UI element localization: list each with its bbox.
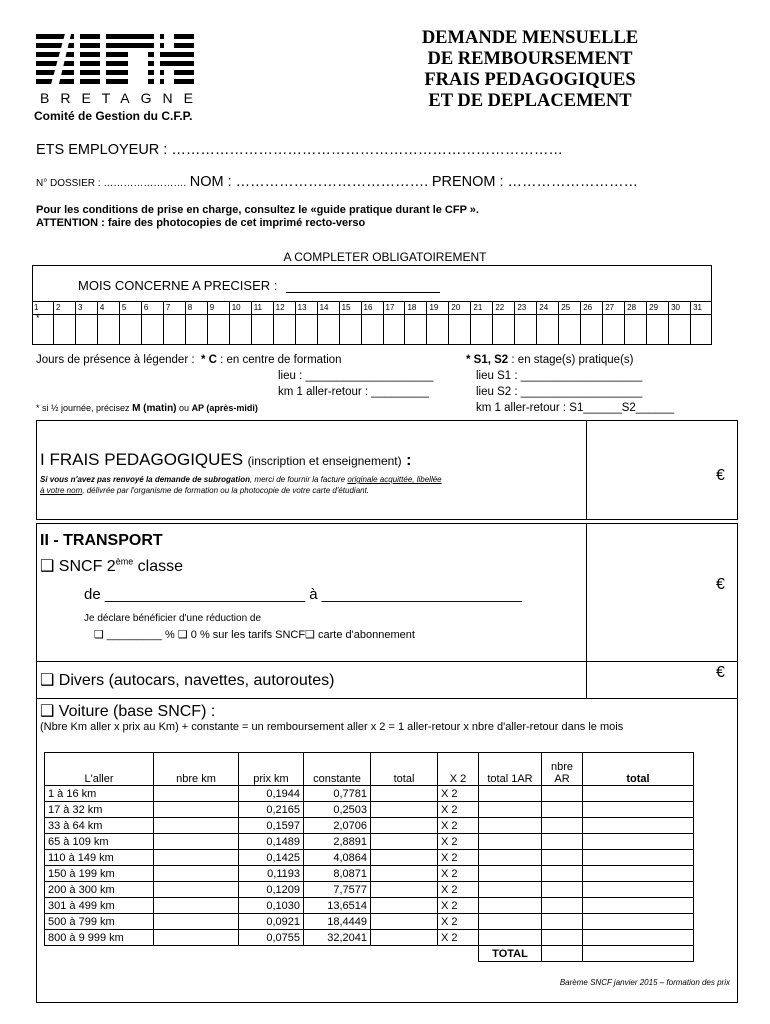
table-cell: X 2 [438, 802, 479, 818]
day-number: 30 [669, 302, 690, 315]
table-cell[interactable] [542, 866, 583, 882]
legend-intro [36, 353, 342, 367]
table-row [45, 818, 694, 834]
section1-subtitle: (inscription et enseignement) [247, 454, 402, 468]
day-cell[interactable] [98, 302, 120, 345]
table-cell: 65 à 109 km [45, 834, 154, 850]
divers-separator [36, 661, 738, 662]
committee-label: Comité de Gestion du C.F.P. [34, 109, 193, 123]
table-cell[interactable] [371, 882, 438, 898]
day-number: 28 [625, 302, 646, 315]
table-cell [371, 946, 438, 962]
table-cell[interactable] [583, 946, 694, 962]
region-label: BRETAGNE [40, 90, 204, 106]
day-number: 10 [230, 302, 251, 315]
voiture-separator [36, 698, 738, 699]
section2-divider [586, 523, 587, 698]
col-header: L'aller [45, 753, 154, 786]
day-cell[interactable] [54, 302, 76, 345]
voiture-option[interactable]: ❑ Voiture (base SNCF) : [40, 703, 216, 720]
day-cell[interactable] [120, 302, 142, 345]
col-header: total 1AR [479, 753, 542, 786]
half-day-prefix: * si ½ journée, précisez [36, 403, 130, 413]
table-cell: X 2 [438, 882, 479, 898]
table-cell[interactable] [583, 914, 694, 930]
table-cell[interactable] [583, 882, 694, 898]
day-cell[interactable] [581, 302, 603, 345]
sncf-suffix: classe [133, 558, 184, 575]
table-cell [239, 946, 304, 962]
day-cell[interactable] [76, 302, 98, 345]
table-cell: 150 à 199 km [45, 866, 154, 882]
table-cell[interactable] [479, 898, 542, 914]
note-underline: à votre nom [40, 486, 83, 495]
table-row [45, 786, 694, 802]
voiture-formula: (Nbre Km aller x prix au Km) + constante = un remboursement aller x 2 = 1 aller-retour x nbre d'aller-retour dans le mois [40, 721, 624, 733]
table-cell[interactable] [583, 786, 694, 802]
table-cell[interactable] [542, 914, 583, 930]
day-number: 19 [427, 302, 448, 315]
day-cell[interactable] [647, 302, 669, 345]
table-cell: 0,1193 [239, 866, 304, 882]
table-header-row [45, 753, 694, 786]
section1-colon: : [406, 452, 412, 469]
day-cell[interactable] [515, 302, 537, 345]
table-cell[interactable] [479, 818, 542, 834]
table-row [45, 850, 694, 866]
table-cell[interactable] [154, 930, 239, 946]
table-cell: 0,1489 [239, 834, 304, 850]
table-row [45, 930, 694, 946]
table-cell: X 2 [438, 898, 479, 914]
table-cell[interactable] [583, 866, 694, 882]
day-number: 4 [98, 302, 119, 315]
table-cell[interactable] [371, 930, 438, 946]
table-cell[interactable] [542, 850, 583, 866]
table-cell[interactable] [371, 802, 438, 818]
note-underline: originale acquittée, libellée [347, 475, 442, 484]
euro-sign: € [716, 664, 725, 681]
half-day-m: M (matin) [132, 403, 177, 414]
sncf-sup: ème [115, 556, 134, 567]
note-part: , merci de fournir la facture [249, 475, 348, 484]
day-number: 22 [493, 302, 514, 315]
table-cell[interactable] [154, 834, 239, 850]
table-cell[interactable] [371, 834, 438, 850]
legend-c-text: : en centre de formation [220, 354, 342, 366]
table-cell[interactable] [154, 898, 239, 914]
table-cell: X 2 [438, 930, 479, 946]
table-cell: 2,0706 [304, 818, 371, 834]
day-number: 14 [318, 302, 339, 315]
day-number: 9 [208, 302, 229, 315]
day-number: 7 [164, 302, 185, 315]
day-cell[interactable] [186, 302, 208, 345]
title-line: DEMANDE MENSUELLE [421, 28, 639, 48]
day-number: 16 [362, 302, 383, 315]
table-cell[interactable] [583, 834, 694, 850]
table-cell [45, 946, 154, 962]
legend-km-s[interactable]: km 1 aller-retour : S1______S2______ [476, 402, 675, 414]
table-cell[interactable] [371, 850, 438, 866]
euro-sign: € [716, 467, 725, 484]
day-number: 2 [54, 302, 75, 315]
reduction-options[interactable]: ❑ _________ % ❑ 0 % sur les tarifs SNCF❑ carte d'abonnement [94, 629, 415, 641]
legend-lieu-s2[interactable]: lieu S2 : ___________________ [476, 386, 643, 398]
day-number: 20 [449, 302, 470, 315]
table-cell [438, 946, 479, 962]
table-cell[interactable] [154, 882, 239, 898]
anfh-logo [36, 30, 194, 88]
table-cell[interactable] [583, 818, 694, 834]
day-cell[interactable] [208, 302, 230, 345]
table-cell[interactable] [542, 930, 583, 946]
day-number: 26 [581, 302, 602, 315]
section1-heading [40, 450, 411, 470]
day-number: 12 [274, 302, 295, 315]
table-cell: 500 à 799 km [45, 914, 154, 930]
day-cell[interactable] [625, 302, 647, 345]
day-number: 8 [186, 302, 207, 315]
table-cell[interactable] [479, 802, 542, 818]
table-cell: X 2 [438, 850, 479, 866]
col-header: nbre km [154, 753, 239, 786]
day-grid [32, 301, 712, 345]
table-cell[interactable] [479, 850, 542, 866]
table-cell[interactable] [479, 882, 542, 898]
table-cell[interactable] [542, 818, 583, 834]
form-title [380, 28, 680, 112]
table-cell[interactable] [479, 786, 542, 802]
col-header: X 2 [438, 753, 479, 786]
table-cell: X 2 [438, 786, 479, 802]
day-number: 23 [515, 302, 536, 315]
total-label: TOTAL [479, 946, 542, 962]
day-number: 6 [142, 302, 163, 315]
mandatory-heading: A COMPLETER OBLIGATOIREMENT [283, 250, 487, 264]
day-cell[interactable] [493, 302, 515, 345]
table-cell[interactable] [154, 802, 239, 818]
table-cell: 8,0871 [304, 866, 371, 882]
day-cell[interactable] [691, 302, 712, 345]
table-cell[interactable] [154, 786, 239, 802]
title-line: DE REMBOURSEMENT [427, 49, 633, 69]
col-header: nbre AR [542, 753, 583, 786]
day-cell[interactable] [449, 302, 471, 345]
day-number: 21 [471, 302, 492, 315]
table-cell[interactable] [542, 786, 583, 802]
day-number: 15 [340, 302, 361, 315]
table-cell: 301 à 499 km [45, 898, 154, 914]
table-cell[interactable] [542, 946, 583, 962]
route-field[interactable]: de ________________________ à ________________________ [84, 586, 522, 603]
section2-title: II - TRANSPORT [40, 532, 163, 549]
table-cell: 0,7781 [304, 786, 371, 802]
day-number: 24 [537, 302, 558, 315]
table-cell: 2,8891 [304, 834, 371, 850]
table-cell: X 2 [438, 818, 479, 834]
section-frais-pedagogiques [36, 420, 738, 520]
day-cell[interactable] [384, 302, 406, 345]
section1-divider [586, 420, 587, 520]
table-cell[interactable] [154, 914, 239, 930]
table-row [45, 866, 694, 882]
table-cell: 0,2503 [304, 802, 371, 818]
table-row [45, 914, 694, 930]
table-cell[interactable] [154, 866, 239, 882]
table-cell: 32,2041 [304, 930, 371, 946]
table-cell [154, 946, 239, 962]
table-cell: 0,1425 [239, 850, 304, 866]
table-cell[interactable] [583, 802, 694, 818]
half-day-note [36, 403, 258, 414]
table-cell[interactable] [479, 834, 542, 850]
day-number: 1 [32, 302, 53, 315]
table-cell[interactable] [479, 866, 542, 882]
table-cell: 0,1944 [239, 786, 304, 802]
legend-lieu-s1[interactable]: lieu S1 : ___________________ [476, 370, 643, 382]
month-label: MOIS CONCERNE A PRECISER : [78, 278, 278, 293]
identity-fields [36, 174, 638, 190]
table-cell [304, 946, 371, 962]
day-cell[interactable] [164, 302, 186, 345]
day-number: 3 [76, 302, 97, 315]
attention-line: ATTENTION : faire des photocopies de cet imprimé recto-verso [36, 217, 366, 229]
half-day-ap: AP (après-midi) [191, 403, 258, 413]
legend-intro-text: Jours de présence à légender : [36, 354, 195, 366]
sncf-option[interactable] [40, 556, 183, 576]
day-cell[interactable] [230, 302, 252, 345]
table-row [45, 802, 694, 818]
day-cell[interactable] [340, 302, 362, 345]
month-input[interactable] [286, 292, 440, 293]
table-cell: 33 à 64 km [45, 818, 154, 834]
day-number: 13 [296, 302, 317, 315]
table-cell[interactable] [371, 786, 438, 802]
day-number: 5 [120, 302, 141, 315]
note-bold: Si vous n'avez pas renvoyé la demande de subrogation [40, 475, 250, 484]
table-cell: 1 à 16 km [45, 786, 154, 802]
legend-s-code: * S1, S2 [466, 354, 509, 366]
legend-s [466, 353, 634, 367]
tariff-table [44, 752, 694, 962]
legend-s-text: : en stage(s) pratique(s) [511, 354, 634, 366]
table-cell: 13,6514 [304, 898, 371, 914]
table-cell[interactable] [583, 850, 694, 866]
day-cell[interactable] [274, 302, 296, 345]
table-cell[interactable] [371, 914, 438, 930]
col-header: total [583, 753, 694, 786]
col-header: constante [304, 753, 371, 786]
col-header: total [371, 753, 438, 786]
table-cell[interactable] [542, 882, 583, 898]
day-number: 18 [405, 302, 426, 315]
table-cell: X 2 [438, 866, 479, 882]
table-row [45, 898, 694, 914]
table-cell[interactable] [154, 850, 239, 866]
table-cell[interactable] [583, 898, 694, 914]
day-cell[interactable] [362, 302, 384, 345]
day-cell[interactable] [32, 302, 54, 345]
table-cell: 7,7577 [304, 882, 371, 898]
table-cell: X 2 [438, 914, 479, 930]
day-cell[interactable] [603, 302, 625, 345]
divers-option[interactable]: ❑ Divers (autocars, navettes, autoroutes) [40, 672, 335, 689]
table-cell: 0,1030 [239, 898, 304, 914]
day-cell[interactable] [142, 302, 164, 345]
table-cell: 0,0755 [239, 930, 304, 946]
day-cell[interactable] [427, 302, 449, 345]
table-cell: 0,2165 [239, 802, 304, 818]
table-cell[interactable] [371, 898, 438, 914]
nom-field[interactable]: NOM : …………………………………. [189, 174, 429, 190]
title-line: ET DE DEPLACEMENT [428, 91, 632, 111]
legend-km[interactable]: km 1 aller-retour : _________ [278, 386, 429, 398]
day-cell[interactable] [405, 302, 427, 345]
ets-employeur-field[interactable]: ETS EMPLOYEUR : ……………………………………………………………………… [36, 142, 563, 158]
table-cell: 200 à 300 km [45, 882, 154, 898]
sncf-checkbox[interactable]: ❑ [40, 558, 55, 575]
section1-title: I FRAIS PEDAGOGIQUES [40, 450, 244, 469]
table-cell[interactable] [479, 914, 542, 930]
table-cell: 4,0864 [304, 850, 371, 866]
half-day-ou: ou [179, 403, 190, 413]
day-number: 17 [384, 302, 405, 315]
section1-note [40, 474, 585, 496]
table-cell: 17 à 32 km [45, 802, 154, 818]
euro-sign: € [716, 576, 725, 593]
table-cell: X 2 [438, 834, 479, 850]
conditions-line: Pour les conditions de prise en charge, consultez le «guide pratique durant le CFP ». [36, 204, 479, 216]
note-part: , délivrée par l'organisme de formation ou la photocopie de votre carte d'étudiant. [82, 486, 370, 495]
table-cell[interactable] [371, 866, 438, 882]
day-marker: * [36, 313, 40, 323]
table-row [45, 882, 694, 898]
table-cell[interactable] [154, 818, 239, 834]
table-cell[interactable] [542, 898, 583, 914]
dossier-field[interactable]: N° DOSSIER : ……………………. [36, 178, 187, 189]
day-cell[interactable] [537, 302, 559, 345]
table-cell[interactable] [583, 930, 694, 946]
table-cell: 0,1209 [239, 882, 304, 898]
table-cell[interactable] [479, 930, 542, 946]
prenom-field[interactable]: PRENOM : ……………………… [431, 174, 639, 190]
total-row [45, 946, 694, 962]
table-cell: 18,4449 [304, 914, 371, 930]
title-line: FRAIS PEDAGOGIQUES [424, 70, 636, 90]
day-cell[interactable] [296, 302, 318, 345]
bareme-note: Barème SNCF janvier 2015 – formation des prix [559, 978, 730, 987]
day-cell[interactable] [252, 302, 274, 345]
day-number: 25 [559, 302, 580, 315]
table-cell[interactable] [371, 818, 438, 834]
table-cell[interactable] [542, 802, 583, 818]
sncf-label: SNCF 2 [58, 558, 116, 575]
table-cell: 800 à 9 999 km [45, 930, 154, 946]
table-cell: 110 à 149 km [45, 850, 154, 866]
table-cell[interactable] [542, 834, 583, 850]
reduction-text: Je déclare bénéficier d'une réduction de [84, 613, 262, 624]
day-number: 31 [691, 302, 712, 315]
day-cell[interactable] [471, 302, 493, 345]
day-cell[interactable] [318, 302, 340, 345]
conditions-notice [36, 204, 479, 230]
day-number: 27 [603, 302, 624, 315]
table-cell: 0,1597 [239, 818, 304, 834]
table-cell: 0,0921 [239, 914, 304, 930]
col-header: prix km [239, 753, 304, 786]
anfh-logo-graphic [36, 30, 194, 88]
table-row [45, 834, 694, 850]
day-cell[interactable] [669, 302, 691, 345]
day-number: 29 [647, 302, 668, 315]
day-number: 11 [252, 302, 273, 315]
legend-lieu[interactable]: lieu : ____________________ [278, 370, 434, 382]
day-cell[interactable] [559, 302, 581, 345]
legend-c-code: * C [200, 354, 217, 366]
